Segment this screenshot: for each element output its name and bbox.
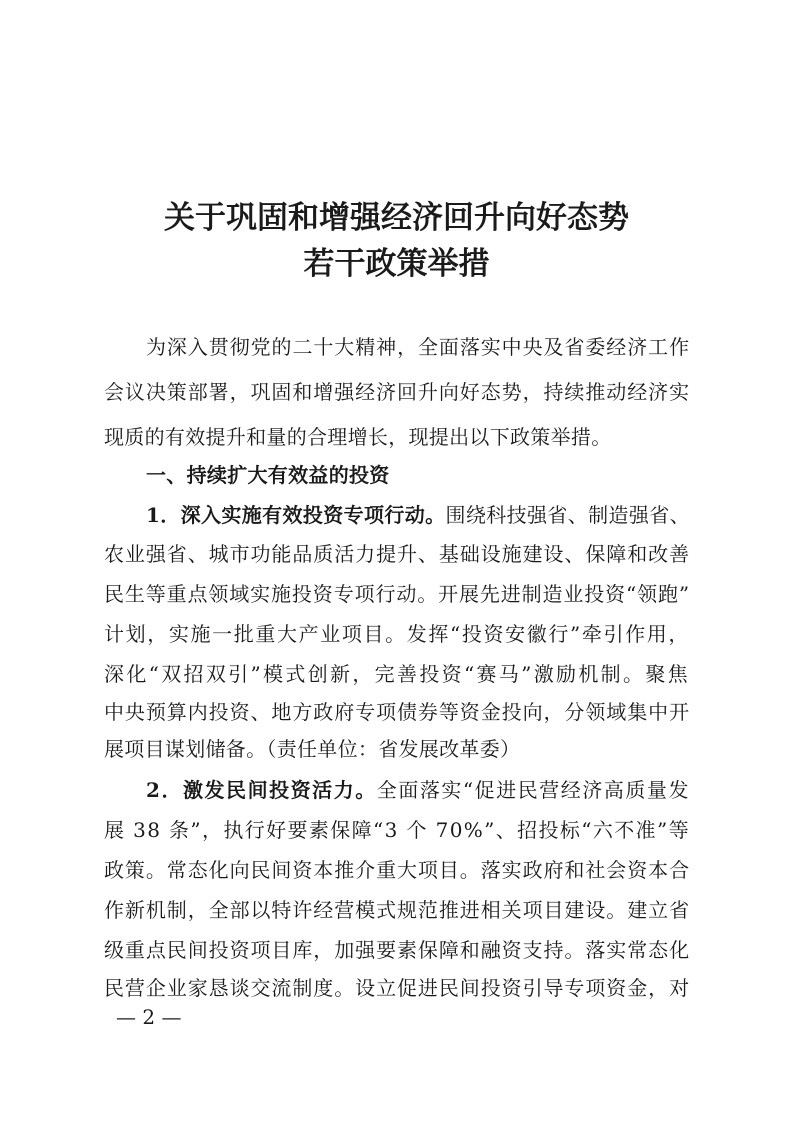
paragraph-line: 民营企业家恳谈交流制度。设立促进民间投资引导专项资金，对 [104,976,690,1000]
page-number: — 2 — [116,1005,182,1029]
section-heading: 一、持续扩大有效益的投资 [146,463,390,487]
item-heading: 1．深入实施有效投资专项行动。 [146,503,446,527]
item-text: 围绕科技强省、制造强省、 [445,503,690,527]
intro-line: 会议决策部署，巩固和增强经济回升向好态势，持续推动经济实 [104,380,690,404]
paragraph-line: 民生等重点领域实施投资专项行动。开展先进制造业投资“领跑” [104,582,690,606]
paragraph-line [146,775,690,805]
paragraph-line: 政策。常态化向民间资本推介重大项目。落实政府和社会资本合 [104,858,690,882]
item-text: 全面落实“促进民营经济高质量发 [376,778,690,802]
intro-line: 为深入贯彻党的二十大精神，全面落实中央及省委经济工作 [146,335,690,359]
intro-line: 现质的有效提升和量的合理增长，现提出以下政策举措。 [104,425,612,449]
document-title-line-2: 若干政策举措 [303,246,490,282]
item-heading: 2．激发民间投资活力。 [146,778,377,802]
paragraph-line: 展 38 条”，执行好要素保障“3 个 70%”、招投标“六不准”等 [104,818,690,842]
paragraph-line: 农业强省、城市功能品质活力提升、基础设施建设、保障和改善 [104,542,690,566]
paragraph-line: 计划，实施一批重大产业项目。发挥“投资安徽行”牵引作用， [104,622,690,646]
paragraph-line: 作新机制，全部以特许经营模式规范推进相关项目建设。建立省 [104,898,690,922]
paragraph-line [146,500,690,530]
paragraph-line: 级重点民间投资项目库，加强要素保障和融资支持。落实常态化 [104,938,690,962]
document-title-line-1: 关于巩固和增强经济回升向好态势 [164,200,629,236]
paragraph-line: 展项目谋划储备。（责任单位：省发展改革委） [104,737,521,761]
paragraph-line: 中央预算内投资、地方政府专项债券等资金投向，分领域集中开 [104,700,690,724]
paragraph-line: 深化“双招双引”模式创新，完善投资“赛马”激励机制。聚焦 [104,662,690,686]
